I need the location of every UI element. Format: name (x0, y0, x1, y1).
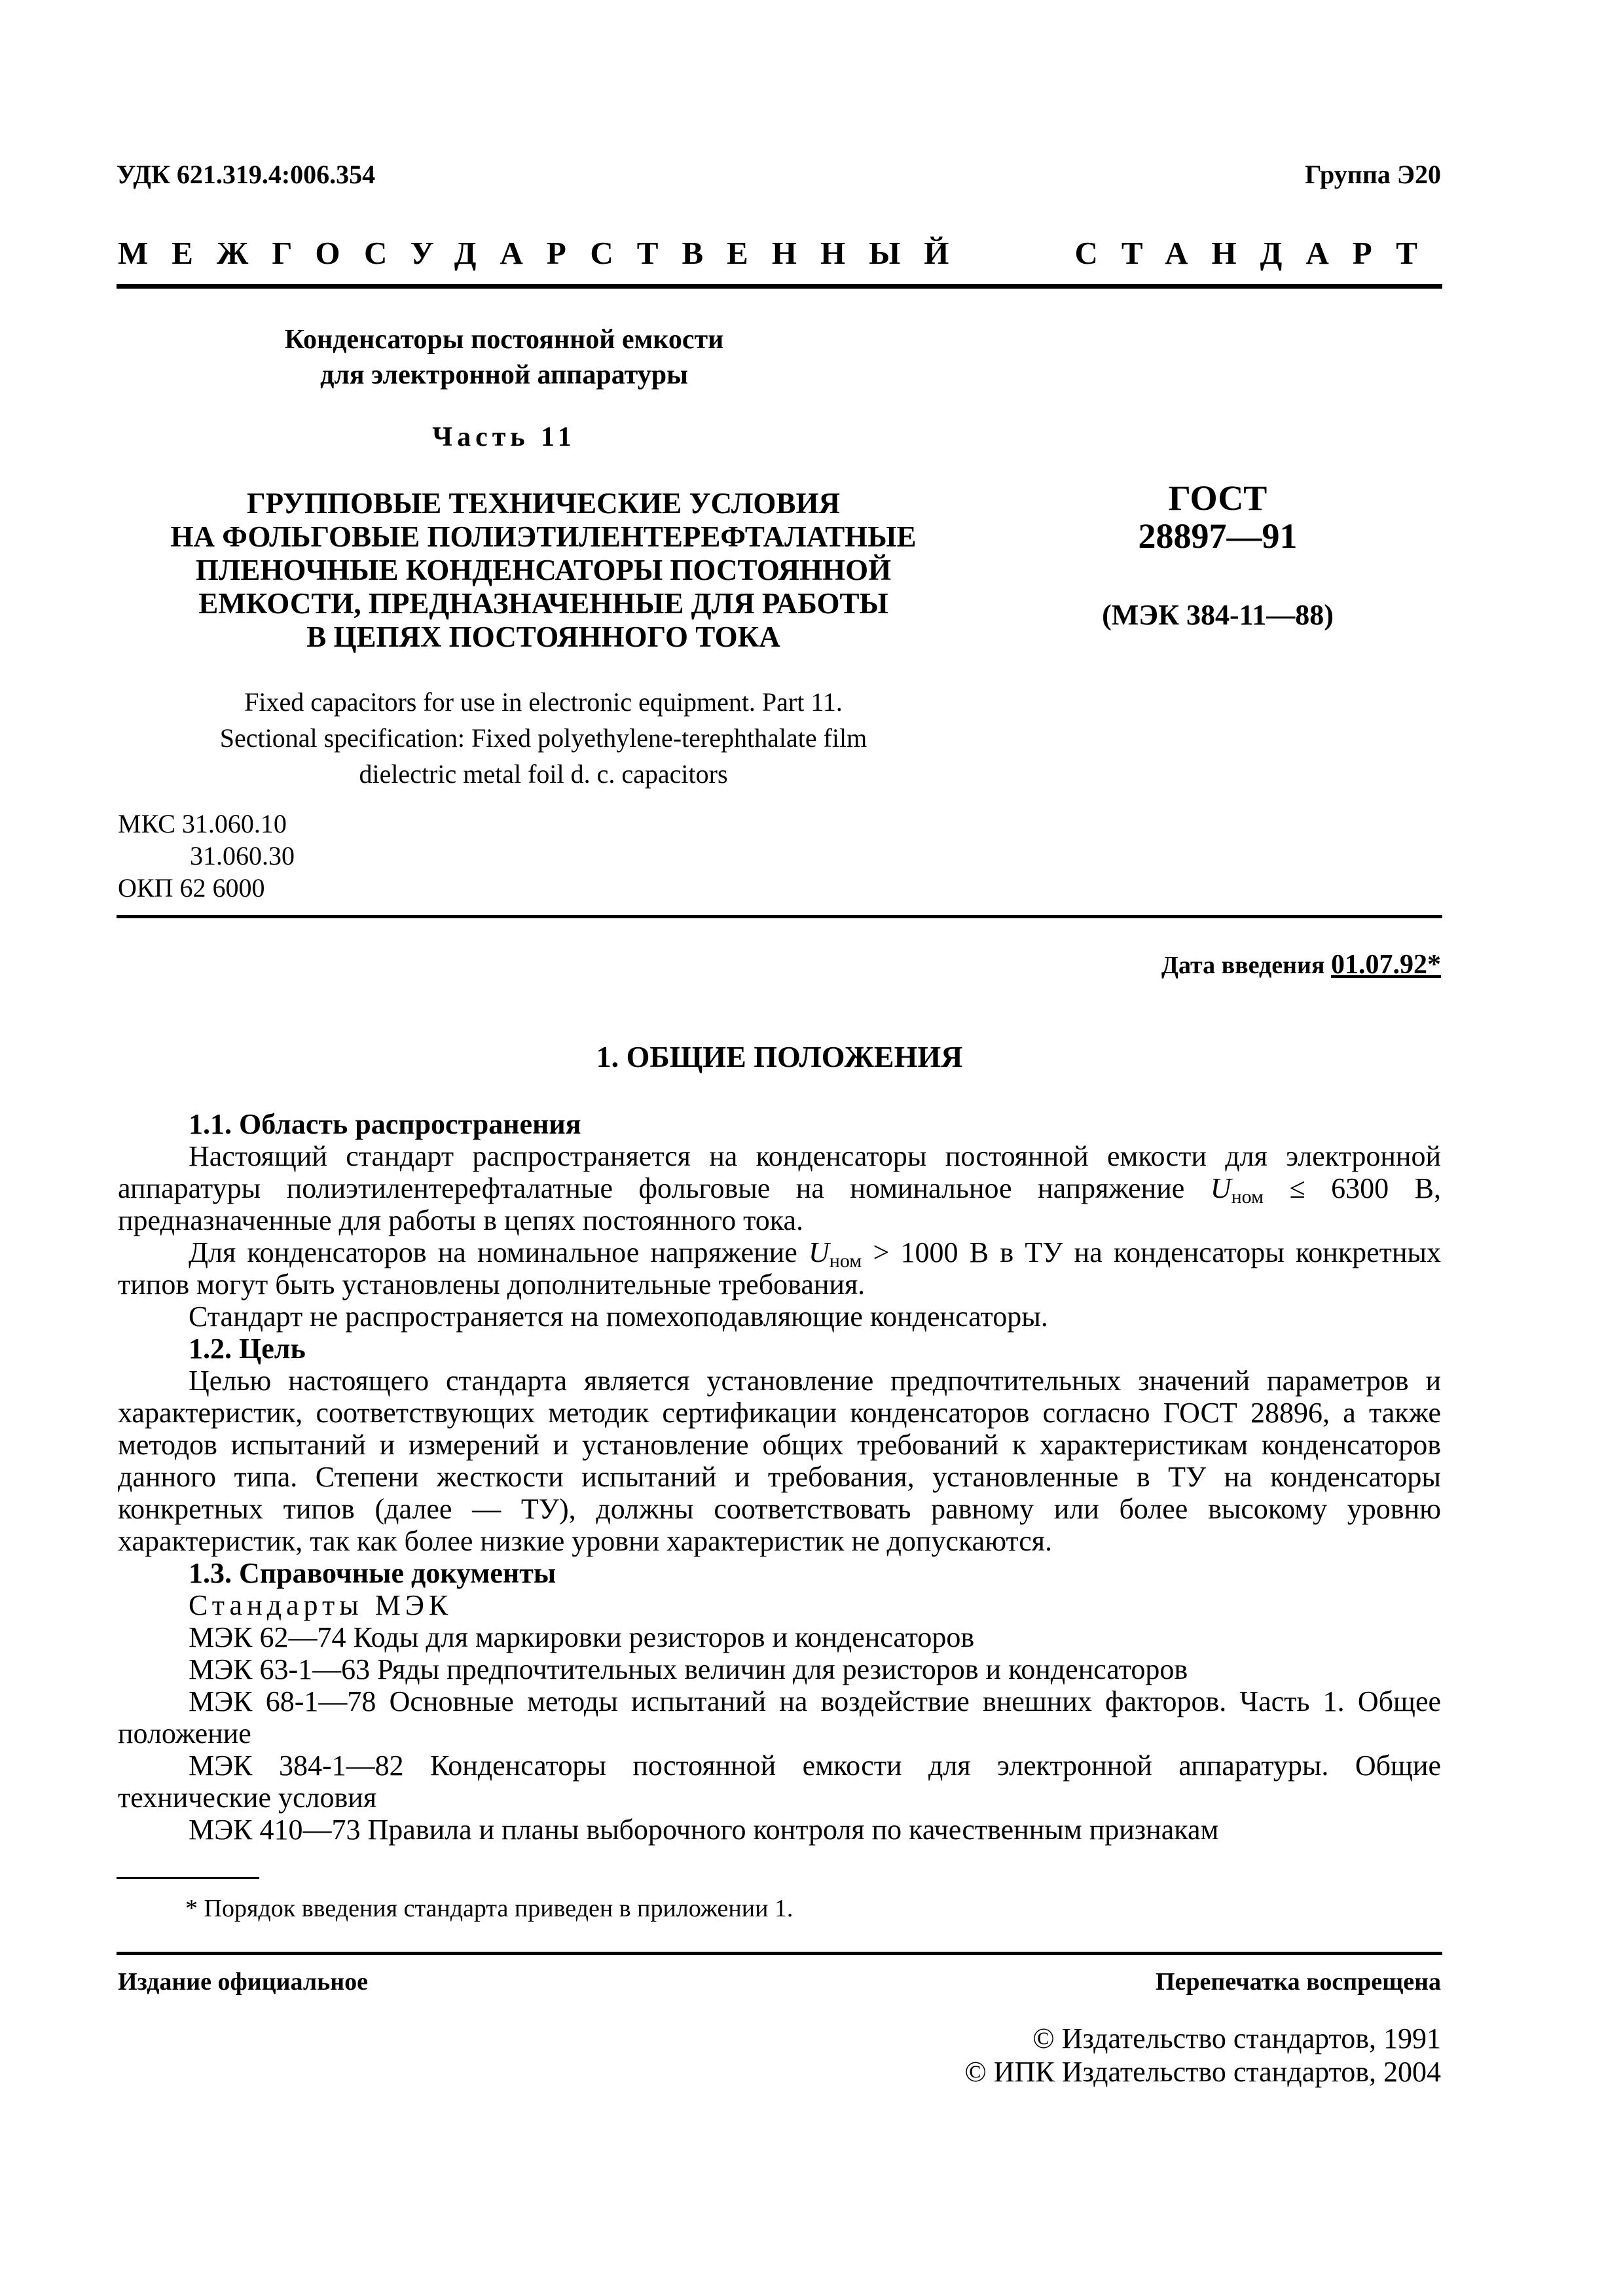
main-title-line: ЕМКОСТИ, ПРЕДНАЗНАЧЕННЫЕ ДЛЯ РАБОТЫ (198, 587, 888, 620)
section-body (118, 1108, 1441, 1846)
header-rule (117, 284, 1442, 289)
series-line-2: для электронной аппаратуры (320, 360, 688, 390)
reference-item: МЭК 410—73 Правила и планы выборочного контроля по качественным признакам (189, 1814, 1219, 1846)
standard-banner (118, 234, 1441, 272)
english-title-line: dielectric metal foil d. c. capacitors (359, 759, 728, 789)
introduction-date (1161, 949, 1441, 980)
footnote-rule (117, 1877, 259, 1879)
paragraph-text: ≤ 6300 В, предназначенные для работы в цепях постоянного тока. (118, 1172, 1442, 1236)
copyright-block (964, 2022, 1441, 2089)
reference-item: МЭК 63-1—63 Ряды предпочтительных величин для резисторов и конденсаторов (189, 1653, 1188, 1685)
part-number: Часть 11 (432, 422, 576, 452)
paragraph (118, 1236, 1441, 1300)
copyright-line: © ИПК Издательство стандартов, 2004 (964, 2056, 1441, 2088)
footer-rule (117, 1952, 1442, 1955)
voltage-symbol: U (809, 1236, 830, 1268)
english-title-line: Fixed capacitors for use in electronic equipment. Part 11. (244, 687, 843, 717)
copyright-line: © Издательство стандартов, 1991 (1032, 2022, 1441, 2054)
paragraph-text: Для конденсаторов на номинальное напряжение (189, 1236, 809, 1268)
gost-label: ГОСТ (1168, 478, 1267, 518)
main-title-line: ГРУППОВЫЕ ТЕХНИЧЕСКИЕ УСЛОВИЯ (247, 487, 840, 520)
standards-subheading: Стандарты МЭК (189, 1589, 453, 1621)
footnote: * Порядок введения стандарта приведен в приложении 1. (185, 1895, 793, 1922)
voltage-subscript: ном (829, 1250, 862, 1272)
mks-code: МКС 31.060.10 (118, 809, 287, 838)
subsection-heading: 1.3. Справочные документы (189, 1557, 556, 1589)
udk-code: УДК 621.319.4:006.354 (117, 160, 376, 189)
banner-text: МЕЖГОСУДАРСТВЕННЫЙ СТАНДАРТ (118, 235, 1441, 271)
main-title-line: В ЦЕПЯХ ПОСТОЯННОГО ТОКА (306, 620, 780, 653)
series-title (223, 322, 786, 393)
intro-date-label: Дата введения (1161, 952, 1325, 979)
section-heading: 1. ОБЩИЕ ПОЛОЖЕНИЯ (596, 1040, 963, 1073)
gost-designation (1048, 479, 1388, 555)
main-title (118, 487, 969, 654)
iec-reference: (МЭК 384-11—88) (1102, 599, 1334, 631)
edition-label: Издание официальное (118, 1968, 369, 1996)
main-title-line: НА ФОЛЬГОВЫЕ ПОЛИЭТИЛЕНТЕРЕФТАЛАТНЫЕ (170, 520, 917, 553)
classification-codes (118, 808, 295, 904)
voltage-subscript: ном (1231, 1186, 1264, 1208)
reference-item: МЭК 62—74 Коды для маркировки резисторов и конденсаторов (189, 1621, 975, 1653)
voltage-symbol: U (1210, 1172, 1231, 1204)
main-title-line: ПЛЕНОЧНЫЕ КОНДЕНСАТОРЫ ПОСТОЯННОЙ (195, 554, 892, 586)
english-title-line: Sectional specification: Fixed polyethylene-terephthalate film (219, 723, 867, 753)
series-line-1: Конденсаторы постоянной емкости (284, 325, 724, 355)
okp-code: ОКП 62 6000 (118, 873, 265, 903)
paragraph: Стандарт не распространяется на помехоподавляющие конденсаторы. (189, 1300, 1048, 1333)
intro-date-value: 01.07.92* (1331, 950, 1441, 980)
codes-rule (117, 915, 1442, 918)
subsection-heading: 1.1. Область распространения (189, 1108, 581, 1140)
subsection-heading: 1.2. Цель (189, 1333, 306, 1365)
reference-item: МЭК 384-1—82 Конденсаторы постоянной емкости для электронной аппаратуры. Общие технические условия (118, 1749, 1441, 1814)
reference-item: МЭК 68-1—78 Основные методы испытаний на воздействие внешних факторов. Часть 1. Общее положение (118, 1685, 1441, 1749)
reprint-notice: Перепечатка воспрещена (1155, 1968, 1441, 1996)
paragraph: Целью настоящего стандарта является установление предпочтительных значений параметров и характеристик, соответствующих методик сертификации конденсаторов согласно ГОСТ 28896, а также методов испытаний и измерений и установление общих требований к характеристикам конденсаторов данного типа. Степени жесткости испытаний и требования, установленные в ТУ на конденсаторы конкретных типов (далее — ТУ), должны соответствовать равному или более высокому уровню характеристик, так как более низкие уровни характеристик не допускаются. (118, 1365, 1441, 1557)
group-code: Группа Э20 (1305, 160, 1441, 189)
mks-code-2: 31.060.30 (190, 841, 295, 870)
paragraph-text: Настоящий стандарт распространяется на конденсаторы постоянной емкости для электронной аппаратуры полиэтилентерефталатные фольговые на номинальное напряжение (118, 1140, 1441, 1204)
paragraph-text: > 1000 В в ТУ на конденсаторы конкретных типов могут быть установлены дополнительные требования. (118, 1236, 1441, 1300)
paragraph (118, 1140, 1441, 1236)
gost-number: 28897—91 (1138, 516, 1298, 556)
english-title (183, 684, 903, 792)
